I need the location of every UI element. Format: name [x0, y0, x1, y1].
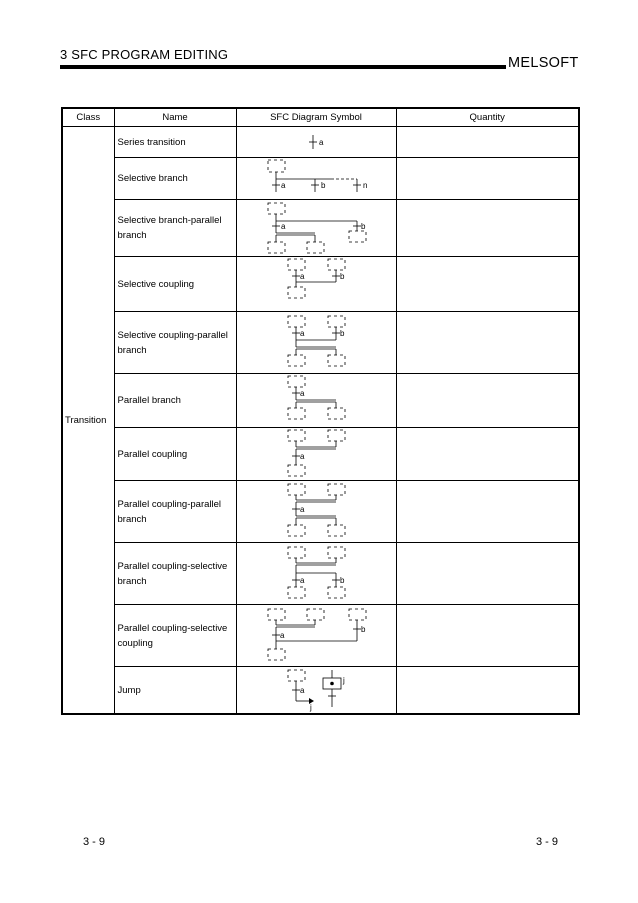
col-header-class: Class	[62, 108, 114, 127]
row-quantity	[396, 200, 579, 257]
row-name: Series transition	[114, 127, 236, 158]
label-a: a	[299, 272, 304, 281]
label-j-target: j	[309, 703, 312, 712]
table-row	[62, 667, 579, 715]
symbol-parallel-coupling	[236, 428, 396, 481]
class-cell: Transition	[62, 127, 114, 715]
row-name: Parallel coupling-selective coupling	[114, 605, 236, 667]
label-a: a	[299, 329, 304, 338]
symbol-parallel-branch	[236, 374, 396, 428]
table-row	[62, 374, 579, 428]
header-rule	[60, 65, 506, 69]
symbol-selective-coupling	[236, 257, 396, 312]
table-row	[62, 312, 579, 374]
label-a: a	[318, 138, 323, 147]
row-name: Selective branch-parallel branch	[114, 200, 236, 257]
label-a: a	[299, 576, 304, 585]
label-a: a	[280, 222, 285, 231]
label-b: b	[360, 625, 365, 634]
row-quantity	[396, 543, 579, 605]
symbol-series-transition	[236, 127, 396, 158]
row-quantity	[396, 374, 579, 428]
table-row	[62, 257, 579, 312]
row-quantity	[396, 312, 579, 374]
brand-logo: MELSOFT	[508, 55, 579, 71]
row-quantity	[396, 667, 579, 715]
table-row	[62, 428, 579, 481]
section-title: 3 SFC PROGRAM EDITING	[60, 47, 229, 62]
label-a: a	[299, 389, 304, 398]
label-a: a	[299, 505, 304, 514]
label-a: a	[280, 181, 285, 190]
row-quantity	[396, 127, 579, 158]
col-header-name: Name	[114, 108, 236, 127]
row-name: Selective coupling-parallel branch	[114, 312, 236, 374]
label-a: a	[299, 686, 304, 695]
table-row	[62, 127, 579, 158]
label-a: a	[299, 452, 304, 461]
label-b: b	[360, 222, 365, 231]
symbol-selective-branch-parallel-branch	[236, 200, 396, 257]
symbol-parallel-coupling-selective-coupling	[236, 605, 396, 667]
row-name: Selective coupling	[114, 257, 236, 312]
row-name: Selective branch	[114, 158, 236, 200]
table-header-row	[62, 108, 579, 127]
symbol-jump	[236, 667, 396, 715]
label-a: a	[279, 631, 284, 640]
row-name: Parallel coupling-selective branch	[114, 543, 236, 605]
row-name: Jump	[114, 667, 236, 715]
col-header-symbol: SFC Diagram Symbol	[236, 108, 396, 127]
col-header-quantity: Quantity	[396, 108, 579, 127]
row-quantity	[396, 605, 579, 667]
table-row	[62, 605, 579, 667]
label-b: b	[339, 576, 344, 585]
label-j-step: j	[342, 676, 345, 685]
symbol-selective-coupling-parallel-branch	[236, 312, 396, 374]
footer-page-left: 3 - 9	[83, 836, 106, 848]
row-name: Parallel coupling-parallel branch	[114, 481, 236, 543]
table-row	[62, 158, 579, 200]
symbol-parallel-coupling-selective-branch	[236, 543, 396, 605]
row-quantity	[396, 481, 579, 543]
table-row	[62, 543, 579, 605]
row-name: Parallel coupling	[114, 428, 236, 481]
label-b: b	[339, 329, 344, 338]
row-name: Parallel branch	[114, 374, 236, 428]
row-quantity	[396, 257, 579, 312]
table-row	[62, 200, 579, 257]
sfc-symbol-table	[61, 107, 580, 715]
label-b: b	[320, 181, 325, 190]
label-n: n	[362, 181, 367, 190]
table-row	[62, 481, 579, 543]
symbol-parallel-coupling-parallel-branch	[236, 481, 396, 543]
row-quantity	[396, 158, 579, 200]
label-b: b	[339, 272, 344, 281]
row-quantity	[396, 428, 579, 481]
symbol-selective-branch	[236, 158, 396, 200]
footer-page-right: 3 - 9	[536, 836, 559, 848]
